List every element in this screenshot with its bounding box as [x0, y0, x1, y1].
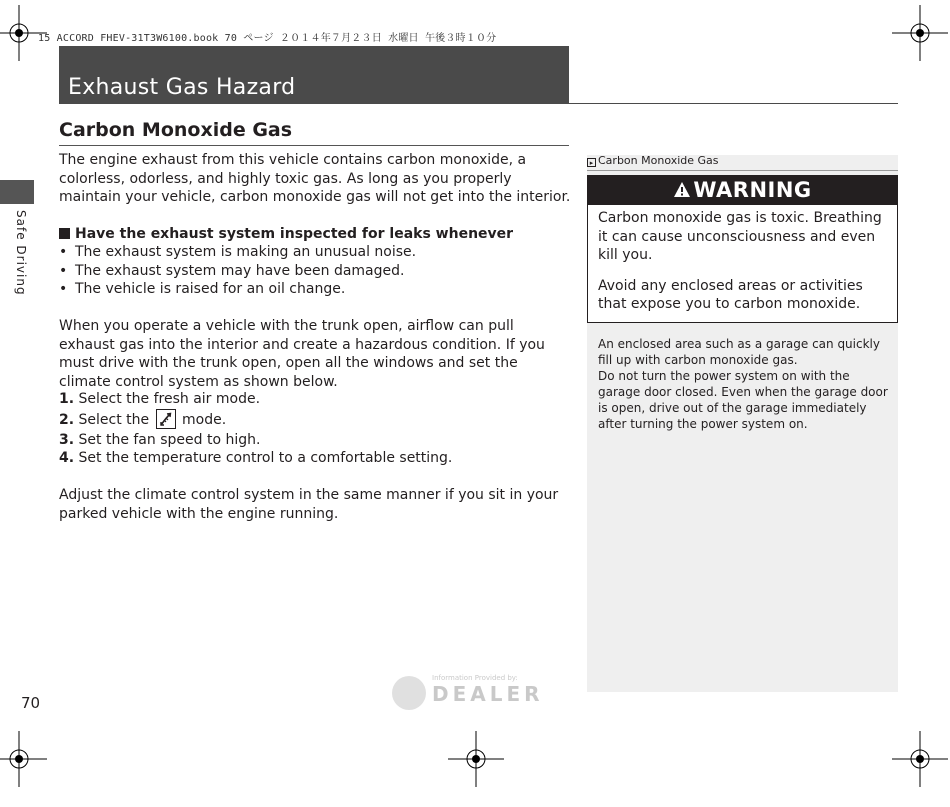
crop-mark-top-right: [892, 5, 948, 61]
reference-arrow-icon: ▸: [587, 158, 596, 167]
list-item: • The exhaust system is making an unusual noise.: [59, 243, 571, 262]
step-4: [59, 449, 571, 468]
step-text: Set the temperature control to a comfortable setting.: [78, 450, 453, 466]
closing-paragraph: Adjust the climate control system in the same manner if you sit in your parked vehicle with the engine running.: [59, 487, 559, 522]
crop-mark-bottom-center: [448, 731, 504, 787]
step-text: Select the fresh air mode.: [78, 391, 261, 407]
warning-triangle-icon: [673, 181, 691, 198]
list-item: • The vehicle is raised for an oil change.: [59, 280, 571, 299]
warning-text: [598, 209, 890, 314]
section-rule: [59, 145, 569, 146]
watermark-logo-icon: [392, 676, 426, 710]
intro-paragraph: The engine exhaust from this vehicle contains carbon monoxide, a colorless, odorless, and highly toxic gas. As long as you properly maintain your vehicle, carbon monoxide gas will not get into the interior.: [59, 152, 571, 205]
page-number: 70: [21, 694, 41, 712]
inspection-bullet-list: [59, 243, 571, 299]
trunk-paragraph: When you operate a vehicle with the trunk open, airflow can pull exhaust gas into the interior and create a hazardous condition. If you must drive with the trunk open, open all the windows and set the climate control system as shown below.: [59, 318, 545, 390]
inspection-heading-text: Have the exhaust system inspected for leaks whenever: [75, 226, 514, 242]
step-text: Set the fan speed to high.: [78, 431, 261, 448]
dealer-watermark: [392, 672, 552, 716]
warning-box: [587, 175, 898, 323]
crop-mark-bottom-right: [892, 731, 948, 787]
warning-label: WARNING: [693, 178, 812, 202]
step-text-after: mode.: [182, 411, 227, 428]
side-tab-marker: [0, 180, 34, 204]
chapter-title: Exhaust Gas Hazard: [68, 75, 296, 100]
steps-list: [59, 390, 571, 468]
step-number: 1.: [59, 391, 75, 407]
step-text-before: Select the: [78, 411, 150, 428]
step-number: 2.: [59, 411, 75, 428]
side-tab-label: Safe Driving: [14, 210, 28, 296]
watermark-logo-text: DEALER: [432, 682, 544, 706]
sidebar-notes: [598, 336, 890, 432]
step-number: 4.: [59, 450, 75, 466]
list-item: • The exhaust system may have been damaged.: [59, 262, 571, 281]
step-2: [59, 409, 571, 431]
chapter-title-bar: [59, 46, 569, 104]
sidebar-header: [587, 153, 898, 171]
inspection-heading: [59, 225, 571, 244]
windshield-defrost-mode-icon: [156, 409, 176, 429]
title-rule: [569, 103, 898, 104]
crop-mark-bottom-left: [0, 731, 47, 787]
sidebar-note: An enclosed area such as a garage can quickly fill up with carbon monoxide gas.: [598, 337, 880, 367]
warning-banner: [588, 176, 897, 205]
sidebar-header-text: Carbon Monoxide Gas: [598, 154, 719, 167]
warning-line: Avoid any enclosed areas or activities that expose you to carbon monoxide.: [598, 277, 863, 312]
square-bullet-icon: [59, 228, 70, 239]
step-3: [59, 431, 571, 450]
print-header: 15 ACCORD FHEV-31T3W6100.book 70 ページ ２０１４年７月２３日 水曜日 午後３時１０分: [38, 33, 497, 44]
warning-line: Carbon monoxide gas is toxic. Breathing it can cause unconsciousness and even kill you.: [598, 210, 882, 263]
step-1: [59, 390, 571, 409]
watermark-tagline: Information Provided by:: [432, 674, 518, 682]
sidebar-note: Do not turn the power system on with the garage door closed. Even when the garage door is open, drive out of the garage immediately after turning the power system on.: [598, 369, 888, 431]
section-heading: Carbon Monoxide Gas: [59, 119, 293, 141]
step-number: 3.: [59, 431, 75, 448]
